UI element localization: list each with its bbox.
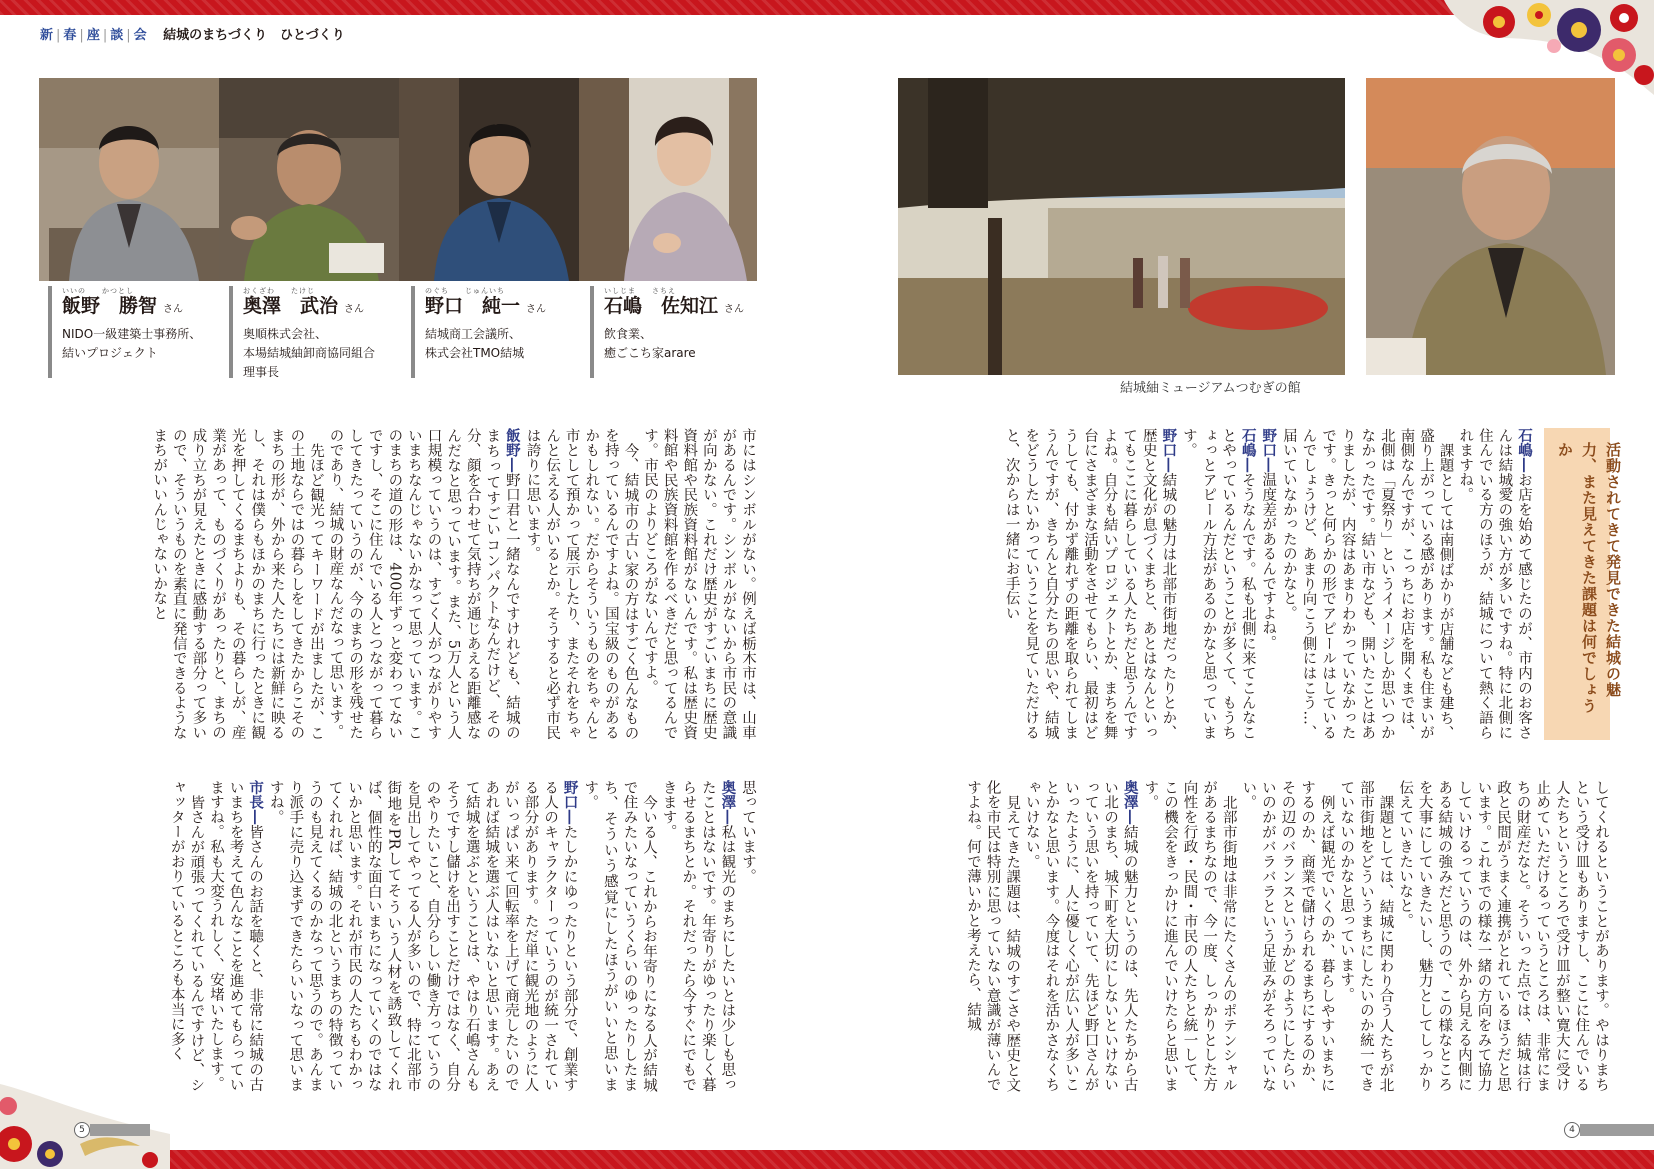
bottom-decorative-band — [0, 1150, 1654, 1169]
speaker-label: 石嶋― — [1239, 428, 1257, 473]
dialogue-text: 例えば観光でいくのか、暮らしやすいまちにするのか、商業で儲けられるまちにするのか、その辺のバランスというかどのようにしたらいいのかがバラバラという足並みがそろっていない。 — [1240, 780, 1335, 1092]
speaker-label: 奥澤― — [719, 780, 737, 825]
body-text-right-top — [898, 428, 1534, 740]
speaker-label: 石嶋― — [1516, 428, 1533, 473]
participant-name: 奥澤 武治 さん — [243, 295, 365, 317]
dialogue-text: 結城の魅力というのは、先人たちから古い北のまち、城下町を大切にしないといけないっていう思いを持っていて、先ほど野口さんがいったように、人に優しく心が広い人が多いことかなと思います。今度はそれを活かさなくちゃいけない。 — [1023, 780, 1138, 1092]
dialogue-text: 今いる人、これからお年寄りになる人が結城で住みたいなっていうくらいのゆったりしたまち、そういう感覚にしたほうがいいと思います。 — [582, 780, 658, 1092]
photo-museum — [898, 78, 1345, 375]
dialogue-text: してくれるということがあります。やはりまちという受け皿もありますし、ここに住んでいる人たちというところで受け皿が整い寛大に受け止めていただけるっていうところは、非常にまちの財産だなと。そういった点では、結城は行政と民間がうまく連携がとれているほうだと思います。これまでの様な一緒の方向をみて協力していけるっていうのは、外から見える内側にある結城の強みだと思うので、この様なところを大事にしていきたいし、魅力としてしっかり伝えていきたいなと。 — [1397, 780, 1609, 1092]
dialogue-text: 野口君と一緒なんですけれども、結城のまちってすごいコンパクトなんだけど、その分、顔を合わせて気持ちが通じあえる距離感なんだなと思っています。また、5万人という人口規模っていうのは、すごく人がつながりやすいまちなんじゃないかなって思っています。このまちの道の形は、400年ずっと変わってないですし、そこに住んでいる人とつながって暮らしてきたっていうのが、今のまちの形を残せたのであり、結城の財産なんだなって思います。 — [327, 428, 520, 740]
dialogue-text: お店を始めて感じたのが、市内のお客さんは結城愛の強い方が多いですね。特に北側に住んでいる方のほうが、結城について熱く語られますね。 — [1457, 428, 1532, 740]
participant-iino — [48, 286, 218, 378]
dialogue-paragraph — [658, 780, 737, 1092]
dialogue-text: 先ほど観光ってキーワードが出ましたが、この土地ならではの暮らしをしてきたからこそのまちの形が、外から来た人たちには新鮮に映るし、それは僕らもほかのまちに行ったときに観光を押してくるまちよりも、その暮らしが、産業があって、ものづくりがあったりと、まちの成り立ちが見えたときに感動する部分って多いので、そういうものを素直に発信できるようなまちがいいんじゃないかなと — [151, 428, 324, 740]
dialogue-paragraph — [149, 428, 325, 740]
page-number-bar-right — [1580, 1124, 1654, 1136]
dialogue-text: 課題としては南側ばかりが店舗なども建ち、盛り上がっている感があります。私も住まいが南側なんですが、こっちにお店を開くまでは、北側は「夏祭り」というイメージしか思いつかなかったです。結い市なども、開いたことはありましたが、内容はあまりわかっていなかったです。きっと何らかの形でアピールはしているんでしょうけど、あまり向こう側にはこう…、届いていなかったのかなと。 — [1280, 428, 1454, 740]
speaker-label: 市長― — [247, 780, 265, 825]
dialogue-text: たしかにゆったりという部分で、創業する人のキャラクターっていうのが統一されている部分があります。ただ単に観光地のように人がいっぱい来て回転率を上げて商売したいのであれば結城を選ぶ人はいないと思います。あえて結城を選ぶということは、やはり石嶋さんもそうですし儲けを出すことだけではなく、自分のやりたいこと、自分らしい働き方っていうのを見出してやってる人が多いので、特に北部市街地をPRしてそういう人材を誘致してくれば、個性的な面白いまちになっていくのではないかと思います。それが市民の人たちもわかってくれれば、結城の北というまちの特徴っていうのも見えてくるのかなって思うので。あんまり派手に売り込まずできたらいいなって思いますね。 — [267, 780, 578, 1092]
dialogue-paragraph — [1140, 780, 1238, 1092]
dialogue-paragraph — [1238, 780, 1336, 1092]
dialogue-text: 見えてきた課題は、結城のすごさや歴史と文化を市民は特別に思っていない意識が薄いんですよね。何で薄いかと考えたら、結城 — [965, 780, 1021, 1092]
dialogue-paragraph — [962, 780, 1021, 1092]
participant-affiliation: 結城商工会議所、 株式会社TMO結城 — [425, 327, 525, 360]
photo-caption: 結城紬ミュージアムつむぎの館 — [1120, 381, 1301, 396]
participant-okuzawa — [229, 286, 399, 378]
dialogue-text: そうなんです。私も北側に来てこんなことやっているんだということが多くて、もうちょっとアピール方法があるのかなと思っています。 — [1180, 428, 1256, 740]
participant-noguchi — [411, 286, 581, 378]
photo-ishijima — [579, 78, 757, 281]
dialogue-text: 市にはシンボルがない。例えば栃木市は、山車があるんです。シンボルがないから市民の意識が向かない。これだけ歴史がすごいまちに歴史資料館や民族資料館がないんです。私は歴史資料館や民族資料館を作るべきだと思ってるんです。市民のよりどころがないんですよ。 — [642, 428, 756, 740]
dialogue-text: 皆さんのお話を聴くと、非常に結城の古いまちを考えて色んなことを進めてもらっていますね。私も大変うれしく、安堵いたします。 — [207, 780, 264, 1092]
series-label: 新 | 春 | 座 | 談 | 会 — [40, 28, 147, 43]
dialogue-paragraph — [522, 428, 640, 740]
question-text: 活動されてきて発見できた結城の魅力、また見えてきた課題は何でしょうか — [1556, 442, 1622, 714]
participant-affiliation: 奥順株式会社、 本場結城紬卸商協同組合 理事長 — [243, 327, 376, 379]
dialogue-text: 北部市街地は非常にたくさんのポテンシャルがあるまちなので、今一度、しっかりとした方向性を行政・民間・市民の人たちと統一して、この機会をきっかけに進んでいけたらと思います。 — [1142, 780, 1237, 1092]
participant-name: 石嶋 佐知江 さん — [604, 295, 745, 317]
participant-affiliation: NIDO一級建築士事務所、 結いプロジェクト — [62, 327, 202, 360]
dialogue-paragraph — [1178, 428, 1257, 740]
dialogue-paragraph — [265, 780, 580, 1092]
photo-okuzawa — [219, 78, 399, 281]
page-number-right: 4 — [1564, 1122, 1580, 1138]
dialogue-paragraph — [737, 780, 757, 1092]
participant-ruby: いいの かつとし — [62, 287, 134, 295]
participant-ishijima — [590, 286, 760, 378]
dialogue-paragraph — [639, 428, 757, 740]
dialogue-paragraph — [1001, 428, 1178, 740]
page-number-left: 5 — [74, 1122, 90, 1138]
dialogue-paragraph — [580, 780, 658, 1092]
speaker-label: 野口― — [561, 780, 579, 825]
participant-ruby: おくざわ たけじ — [243, 287, 315, 295]
dialogue-text: 今、結城市の古い家の方はすごく色んなものを持っているんですよね。国宝級のものがあるかもしれない。だからそういうものをちゃんと市として預かって展示したり、またそれをちゃんと伝える人がいるとか。そうすると必ず市民は誇りに思います。 — [524, 428, 639, 740]
participant-affiliation: 飲食業、 癒ごこち家arare — [604, 327, 696, 360]
dialogue-paragraph — [1258, 428, 1279, 740]
dialogue-paragraph — [1394, 780, 1610, 1092]
speaker-label: 野口― — [1160, 428, 1178, 473]
top-decorative-band — [0, 0, 1654, 15]
page-number-bar-left — [90, 1124, 150, 1136]
participant-name: 野口 純一 さん — [425, 295, 547, 317]
photo-mayor — [1366, 78, 1615, 375]
dialogue-text: 思っています。 — [740, 780, 756, 884]
dialogue-text: 温度差があるんですよね。 — [1260, 472, 1277, 651]
page-header — [40, 24, 345, 43]
dialogue-text: 課題としては、結城に関わり合う人たちが北部市街地をどういうまちにしたいのか統一できていないのかなと思っています。 — [1338, 780, 1394, 1092]
participant-name: 飯野 勝智 さん — [62, 295, 184, 317]
participant-ruby: いしじま さちえ — [604, 287, 676, 295]
dialogue-text: 私は観光のまちにしたいとは少しも思ったことはないです。年寄りがゆったり楽しく暮らせるまちとか。それだったら今すぐにでもできます。 — [660, 780, 736, 1092]
dialogue-paragraph — [205, 780, 265, 1092]
dialogue-paragraph — [166, 780, 205, 1092]
question-box — [1544, 428, 1622, 740]
dialogue-text: 皆さんが頑張ってくれているんですけど、シャッターがおりているところも本当に多く — [168, 780, 205, 1092]
photo-iino — [39, 78, 219, 281]
dialogue-paragraph — [1455, 428, 1534, 740]
photo-noguchi — [399, 78, 579, 281]
body-text-right-bottom — [898, 780, 1610, 1092]
body-text-left-top — [39, 428, 757, 740]
dialogue-text: 結城の魅力は北部市街地だったりとか、歴史と文化が息づくまちと、あとはなんといってもここに暮らしている人たちだと思うんですよね。自分も結いプロジェクトとか、まちを舞台にさまざまな活動をさせてもらい、最初はどうしても、付かず離れずの距離を取られてしまうんですが、きちんと自分たちの思いや、結城をどうしたいかっていうことを見ていただけると、次からは一緒にお手伝い — [1003, 428, 1177, 740]
body-text-left-bottom — [39, 780, 757, 1092]
speaker-label: 飯野― — [503, 428, 521, 473]
participant-ruby: のぐち じゅんいち — [425, 287, 505, 295]
dialogue-paragraph — [1021, 780, 1140, 1092]
dialogue-paragraph — [325, 428, 522, 740]
dialogue-paragraph — [1278, 428, 1454, 740]
dialogue-paragraph — [1336, 780, 1395, 1092]
header-title: 結城のまちづくり ひとづくり — [163, 28, 345, 43]
speaker-label: 奥澤― — [1121, 780, 1139, 825]
speaker-label: 野口― — [1260, 428, 1278, 473]
